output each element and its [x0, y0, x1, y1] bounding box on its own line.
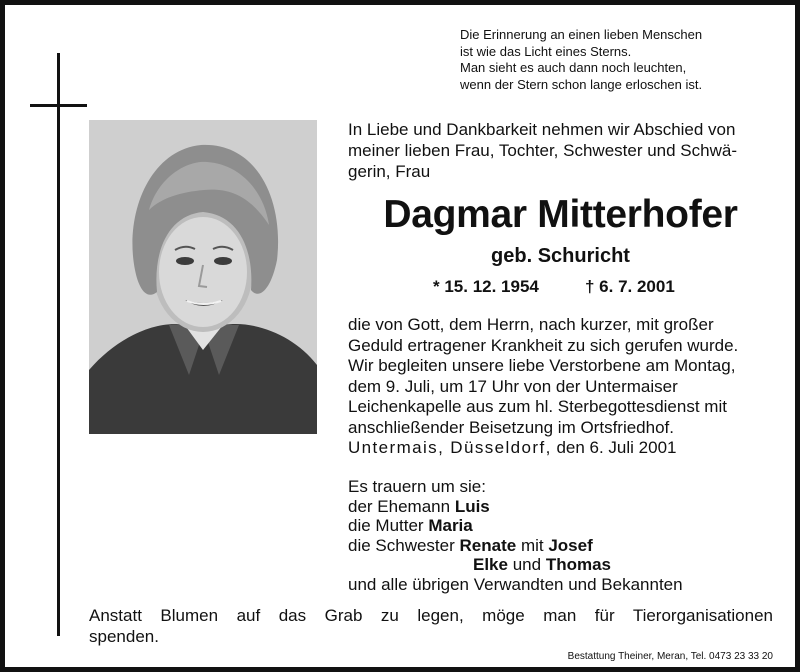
donation-note [89, 605, 773, 647]
mourners-heading: Es trauern um sie: [348, 477, 486, 496]
quote-line: Die Erinnerung an einen lieben Menschen [460, 27, 703, 42]
body-line: Leichenkapelle aus zum hl. Sterbegottesdienst mit [348, 397, 727, 416]
portrait-photo [89, 120, 317, 434]
deceased-name: Dagmar Mitterhofer [383, 193, 738, 236]
mourner-name: Maria [428, 516, 473, 535]
note-line: spenden. [89, 627, 159, 646]
note-line: Anstatt Blumen auf das Grab zu legen, möge man für Tierorganisationen [89, 606, 773, 625]
body-line: Wir begleiten unsere liebe Verstorbene am Montag, [348, 356, 736, 375]
quote-line: ist wie das Licht eines Sterns. [460, 43, 632, 59]
relation-label: die Mutter [348, 516, 424, 535]
notice-body [348, 315, 773, 438]
cross-icon [57, 53, 60, 636]
mourner-sister-1 [348, 536, 773, 556]
intro-line: gerin, Frau [348, 162, 431, 181]
relation-label: der Ehemann [348, 496, 451, 516]
quote-line: Man sieht es auch dann noch leuchten, [460, 60, 687, 75]
relation-label: die Schwester [348, 535, 455, 555]
mourner-mother [348, 516, 773, 536]
mourners-list [348, 477, 773, 594]
intro-text [348, 119, 773, 182]
cross-icon-bar [30, 104, 87, 107]
funeral-home-credit: Bestattung Theiner, Meran, Tel. 0473 23 33 20 [567, 651, 773, 662]
quote-line: wenn der Stern schon lange erloschen ist. [460, 76, 703, 92]
birth-name: geb. Schuricht [491, 245, 630, 267]
notice-date: den 6. Juli 2001 [556, 438, 677, 457]
mourner-name: Thomas [545, 555, 612, 574]
birth-date: * 15. 12. 1954 [433, 277, 539, 296]
body-line: Geduld ertragener Krankheit zu sich gerufen wurde. [348, 335, 739, 355]
body-line: anschließender Beisetzung im Ortsfriedhof. [348, 417, 674, 437]
death-date: † 6. 7. 2001 [585, 277, 675, 296]
mourners-closing: und alle übrigen Verwandten und Bekannten [348, 574, 683, 594]
connector-word: mit [520, 535, 544, 555]
connector-word: und [512, 555, 542, 574]
mourner-name: Josef [548, 535, 593, 555]
place-and-date [348, 438, 773, 458]
memorial-quote [460, 27, 765, 93]
intro-line: In Liebe und Dankbarkeit nehmen wir Abschied von [348, 120, 736, 139]
mourner-name: Renate [459, 535, 517, 555]
places: Untermais, Düsseldorf, [348, 438, 552, 457]
body-line: dem 9. Juli, um 17 Uhr von der Untermaiser [348, 376, 678, 396]
intro-line: meiner lieben Frau, Tochter, Schwester und Schwä- [348, 141, 737, 160]
body-line: die von Gott, dem Herrn, nach kurzer, mit großer [348, 315, 714, 334]
mourner-name: Luis [454, 496, 490, 516]
mourner-husband [348, 497, 773, 517]
mourner-name: Elke [473, 555, 508, 574]
mourner-sister-2 [348, 555, 773, 575]
